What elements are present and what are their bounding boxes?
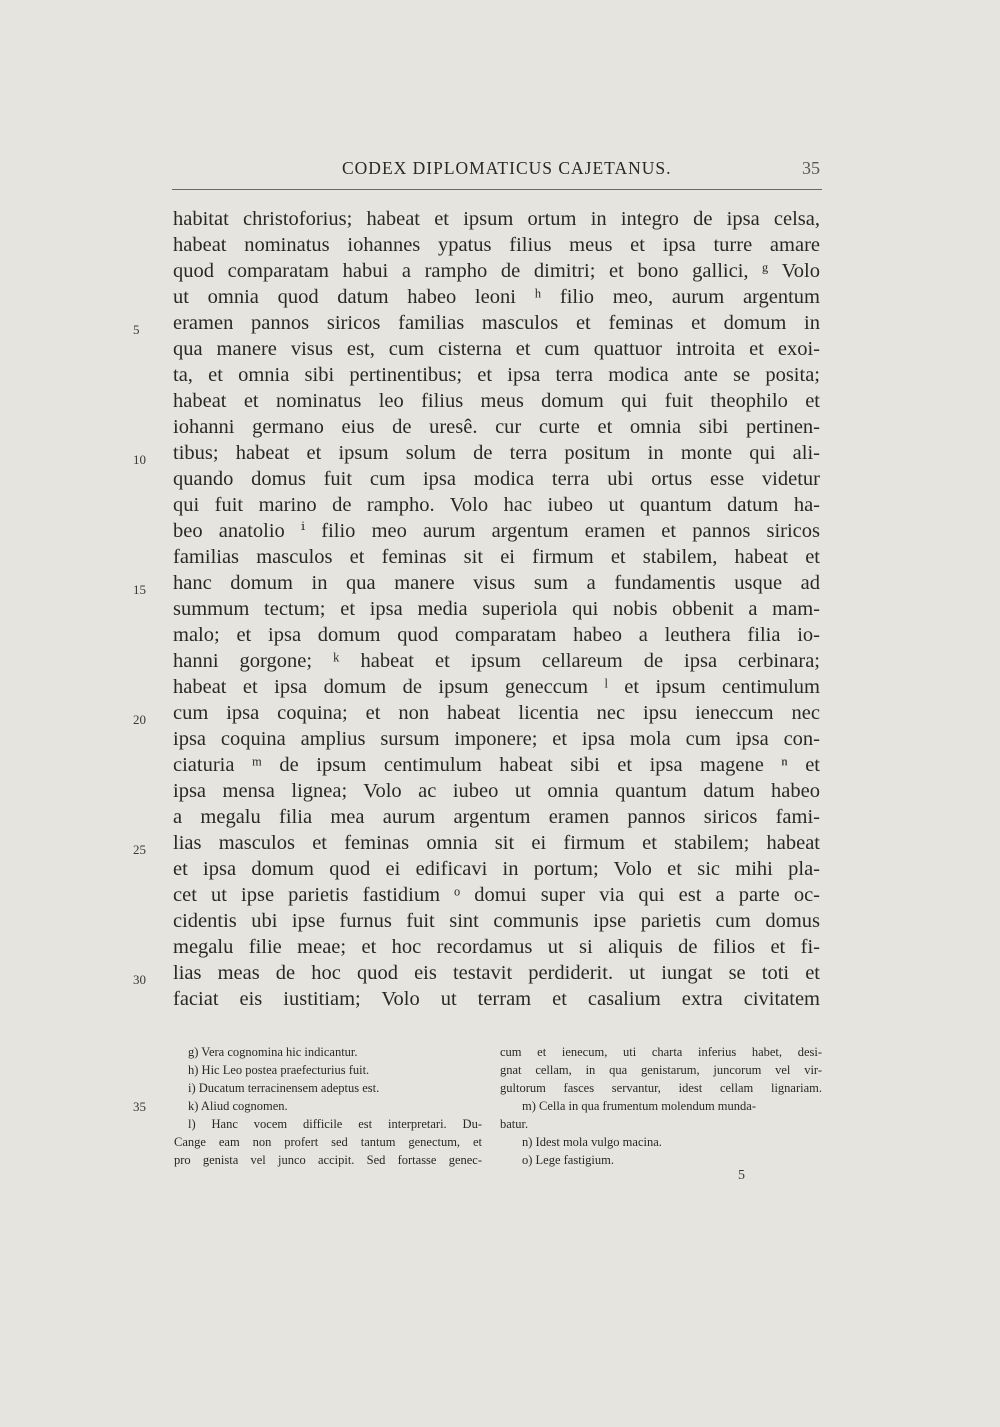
footnote-n: n) Idest mola vulgo macina. [522,1135,662,1149]
header-rule [172,189,822,190]
footnotes-left-column [174,1043,482,1169]
text-line: summum tectum; et ipsa media superiola qui nobis obbenit a mam- [173,598,820,620]
footnote-l-line1: l) Hanc vocem difficile est interpretari. Du- [188,1117,482,1131]
text-line: et ipsa domum quod ei edificavi in portum; Volo et sic mihi pla- [173,858,820,880]
text-line: megalu filie meae; et hoc recordamus ut si aliquis de filios et fi- [173,936,820,958]
text-line: habitat christoforius; habeat et ipsum ortum in integro de ipsa celsa, [173,208,820,230]
footnote-l-line4: cum et ienecum, uti charta inferius habet, desi- [500,1045,822,1059]
footnotes-right-column [500,1043,822,1169]
text-line: qui fuit marino de rampho. Volo hac iubeo ut quantum datum ha- [173,494,820,516]
text-line: habeat et ipsa domum de ipsum geneccum ˡ et ipsum centimulum [173,676,820,698]
footnote-i: i) Ducatum terracinensem adeptus est. [188,1081,380,1095]
text-line: beo anatolio ⁱ filio meo aurum argentum eramen et pannos siricos [173,520,820,542]
text-line: hanc domum in qua manere visus sum a fundamentis usque ad [173,572,820,594]
footnote-m-line1: m) Cella in qua frumentum molendum munda- [522,1099,756,1113]
text-line: familias masculos et feminas sit ei firmum et stabilem, habeat et [173,546,820,568]
text-line: tibus; habeat et ipsum solum de terra positum in monte qui ali- [173,442,820,464]
text-line: ipsa mensa lignea; Volo ac iubeo ut omnia quantum datum habeo [173,780,820,802]
text-line: malo; et ipsa domum quod comparatam habeo a leuthera filia io- [173,624,820,646]
footnote-l-line2: Cange eam non profert sed tantum genectum, et [174,1135,482,1149]
footnote-l-line6: gultorum fasces servantur, idest cellam lignariam. [500,1081,822,1095]
text-line: lias masculos et feminas omnia sit ei firmum et stabilem; habeat [173,832,820,854]
text-line: lias meas de hoc quod eis testavit perdiderit. ut iungat se toti et [173,962,820,984]
text-line: ipsa coquina amplius sursum imponere; et ipsa mola cum ipsa con- [173,728,820,750]
text-line: ta, et omnia sibi pertinentibus; et ipsa terra modica ante se posita; [173,364,820,386]
line-number: 10 [133,452,146,467]
text-line: qua manere visus est, cum cisterna et cum quattuor introita et exoi- [173,338,820,360]
text-line: iohanni germano eius de uresê. cur curte et omnia sibi pertinen- [173,416,820,438]
footnote-k: k) Aliud cognomen. [188,1099,288,1113]
line-number: 30 [133,972,146,987]
line-number: 15 [133,582,146,597]
line-number: 35 [133,1099,146,1114]
text-line: a megalu filia mea aurum argentum eramen pannos siricos fami- [173,806,820,828]
text-line: cet ut ipse parietis fastidium ᵒ domui super via qui est a parte oc- [173,884,820,906]
main-text-block [173,206,820,1012]
text-line: cidentis ubi ipse furnus fuit sint communis ipse parietis cum domus [173,910,820,932]
running-title: CODEX DIPLOMATICUS CAJETANUS. [342,158,672,178]
line-number: 20 [133,712,146,727]
text-line: hanni gorgone; ᵏ habeat et ipsum cellareum de ipsa cerbinara; [173,650,820,672]
page-number: 35 [802,158,820,178]
text-line: cum ipsa coquina; et non habeat licentia nec ipsu ieneccum nec [173,702,820,724]
footnote-g: g) Vera cognomina hic indicantur. [188,1045,358,1059]
footnote-l-line3: pro genista vel junco accipit. Sed fortasse genec- [174,1153,482,1167]
text-line: habeat nominatus iohannes ypatus filius meus et ipsa turre amare [173,234,820,256]
footnote-o: o) Lege fastigium. [522,1153,614,1167]
text-line: ciaturia ᵐ de ipsum centimulum habeat sibi et ipsa magene ⁿ et [173,754,820,776]
footnote-m-line2: batur. [500,1117,529,1131]
running-header [172,158,822,186]
text-line: quando domus fuit cum ipsa modica terra ubi ortus esse videtur [173,468,820,490]
signature-mark: 5 [738,1168,745,1183]
line-number: 25 [133,842,146,857]
footnote-l-line5: gnat cellam, in qua genistarum, juncorum vel vir- [500,1063,822,1077]
line-number: 5 [133,322,140,337]
text-line: habeat et nominatus leo filius meus domum qui fuit theophilo et [173,390,820,412]
text-line: eramen pannos siricos familias masculos et feminas et domum in [173,312,820,334]
footnote-h: h) Hic Leo postea praefecturius fuit. [188,1063,370,1077]
text-line: quod comparatam habui a rampho de dimitri; et bono gallici, ᵍ Volo [173,260,820,282]
text-line: ut omnia quod datum habeo leoni ʰ filio meo, aurum argentum [173,286,820,308]
text-line: faciat eis iustitiam; Volo ut terram et casalium extra civitatem [173,988,820,1010]
